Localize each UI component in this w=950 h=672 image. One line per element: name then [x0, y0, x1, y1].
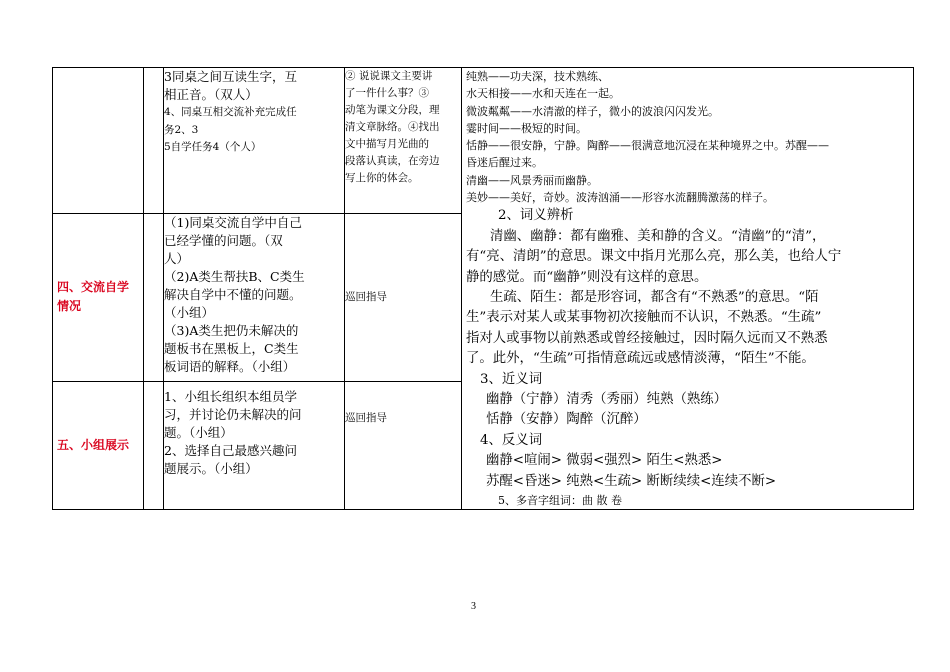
stage-cell — [53, 68, 144, 214]
antonym-line: 幽静<喧闹> 微弱<强烈> 陌生<熟悉> — [486, 453, 723, 469]
lesson-plan-table — [52, 67, 914, 510]
task-line: （小组） — [164, 304, 215, 320]
paragraph-line: 生”表示对某人或某事物初次接触而不认识，不熟悉。“生疏” — [466, 310, 822, 326]
guide-line: 文中描写月光曲的 — [345, 138, 429, 150]
guide-line: 段落认真读，在旁边 — [345, 155, 440, 167]
spacer-cell — [144, 68, 164, 214]
antonym-line: 苏醒<昏迷> 纯熟<生疏> 断断续续<连续不断> — [486, 473, 777, 489]
section-heading: 3、近义词 — [480, 371, 543, 387]
word-line: 微波粼粼——水清澈的样子，微小的波浪闪闪发光。 — [466, 104, 719, 118]
paragraph-line: 清幽、幽静：都有幽雅、美和静的含义。“清幽”的“清”， — [490, 228, 826, 244]
word-line: 纯熟——功夫深，技术熟练、 — [466, 70, 609, 83]
section-heading: 5、多音字组词：曲 散 卷 — [498, 494, 622, 508]
paragraph-line: 指对人或事物以前熟悉或曾经接触过，因时隔久远而又不熟悉 — [466, 330, 828, 346]
word-line: 霎时间——极短的时间。 — [466, 121, 587, 135]
task-line: 人） — [164, 250, 190, 266]
guide-line: 了一件什么事？③ — [345, 87, 429, 99]
task-line: 3同桌之间互读生字，互 — [164, 69, 297, 84]
guide-cell — [345, 213, 462, 381]
task-cell — [164, 382, 345, 510]
task-line: （2)A类生帮扶B、C类生 — [164, 268, 305, 284]
word-line: 恬静——很安静，宁静。陶醉——很满意地沉浸在某种境界之中。苏醒—— — [466, 139, 829, 153]
word-line: 美妙——美好，奇妙。波涛汹涌——形容水流翻腾激荡的样子。 — [466, 191, 774, 205]
word-line: 清幽——风景秀丽而幽静。 — [466, 173, 598, 187]
stage-cell — [53, 213, 144, 381]
stage-label: 四、交流自学情况 — [57, 280, 130, 314]
task-line: 习，并讨论仍未解决的问 — [164, 407, 302, 423]
guide-text: 巡回指导 — [345, 290, 387, 303]
spacer-cell — [144, 382, 164, 510]
guide-cell — [345, 382, 462, 510]
paragraph-line: 生疏、陌生：都是形容词，都含有“不熟悉”的意思。“陌 — [490, 290, 819, 305]
task-line: 5自学任务4（个人） — [164, 141, 262, 153]
task-line: （3)A类生把仍未解决的 — [164, 322, 299, 338]
task-line: 相正音。（双人） — [164, 87, 258, 102]
stage-label: 五、小组展示 — [57, 438, 130, 453]
task-line: 题板书在黑板上，C类生 — [164, 340, 299, 356]
task-line: （1)同桌交流自学中自己 — [164, 214, 302, 230]
content-cell — [462, 68, 914, 510]
paragraph-line: 静的感觉。而“幽静”则没有这样的意思。 — [466, 269, 708, 285]
task-line: 解决自学中不懂的问题。 — [164, 286, 302, 302]
guide-text: 巡回指导 — [345, 412, 387, 425]
task-line: 4、同桌互相交流补充完成任 — [164, 106, 297, 118]
task-line: 板词语的解释。（小组） — [164, 358, 296, 374]
guide-cell — [345, 68, 462, 214]
synonym-line: 恬静（安静）陶醉（沉醉） — [486, 412, 647, 428]
guide-line: 动笔为课文分段，理 — [345, 104, 440, 116]
guide-line: 清文章脉络。④找出 — [345, 121, 440, 133]
paragraph-line: 了。此外，“生疏”可指情意疏远或感情淡薄，“陌生”不能。 — [466, 351, 815, 367]
task-line: 题。（小组） — [164, 425, 233, 441]
task-line: 2、选择自己最感兴趣问 — [164, 443, 297, 459]
guide-line: 写上你的体会。 — [345, 172, 419, 184]
synonym-line: 幽静（宁静）清秀（秀丽）纯熟（熟练） — [486, 392, 728, 408]
page-number: 3 — [471, 601, 476, 612]
stage-cell — [53, 382, 144, 510]
section-heading: 2、词义辨析 — [498, 208, 574, 224]
word-line: 昏迷后醒过来。 — [466, 156, 543, 170]
task-line: 务2、3 — [164, 123, 199, 136]
task-line: 1、小组长组织本组员学 — [164, 389, 297, 405]
task-cell — [164, 68, 345, 214]
spacer-cell — [144, 213, 164, 381]
section-heading: 4、反义词 — [480, 432, 543, 448]
guide-line: ② 说说课文主要讲 — [345, 70, 433, 82]
word-line: 水天相接——水和天连在一起。 — [466, 87, 620, 101]
task-cell — [164, 213, 345, 381]
table-row — [53, 68, 914, 214]
paragraph-line: 有“亮、清朗”的意思。课文中指月光那么亮，那么美，也给人宁 — [466, 249, 842, 265]
task-line: 已经学懂的问题。（双 — [164, 232, 283, 248]
task-line: 题展示。（小组） — [164, 461, 258, 477]
